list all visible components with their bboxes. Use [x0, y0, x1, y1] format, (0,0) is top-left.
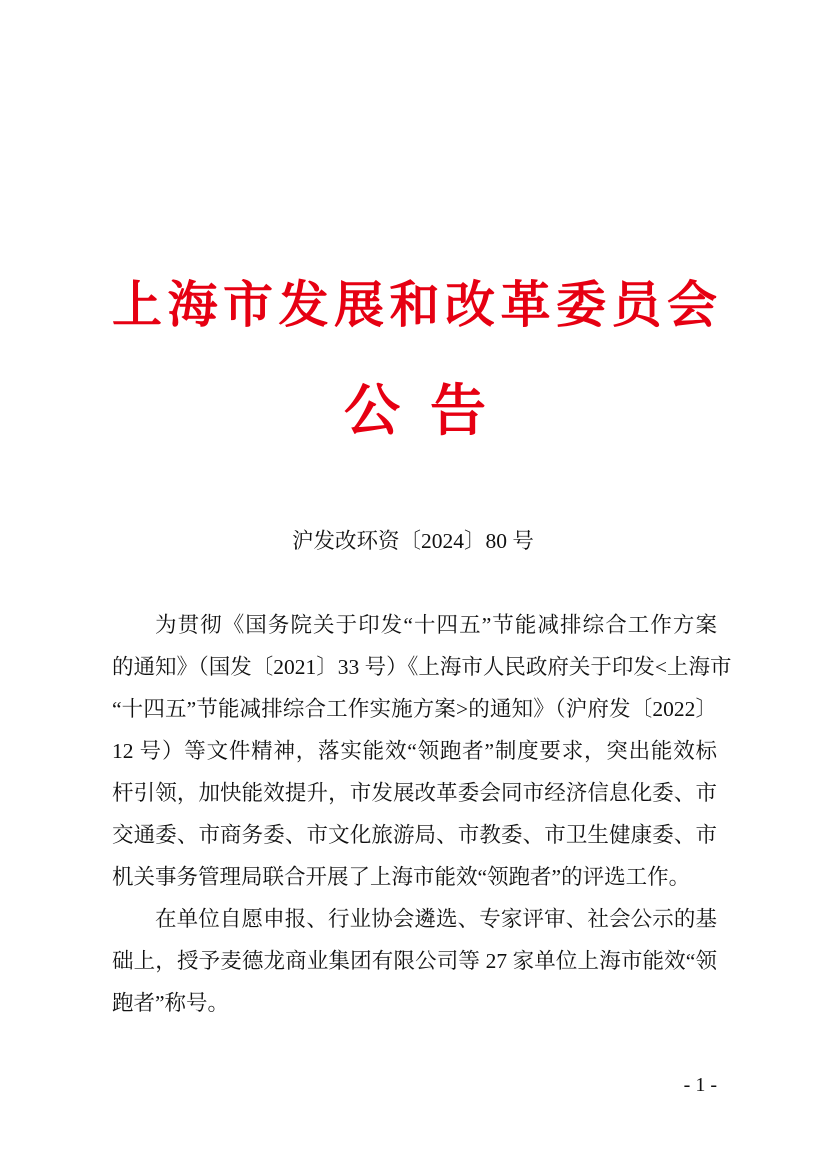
text-line: “十四五”节能减排综合工作实施方案>的通知》（沪府发〔2022〕 [112, 697, 717, 721]
text-line: 杆引领，加快能效提升，市发展改革委会同市经济信息化委、市 [112, 781, 717, 805]
text-line: 础上，授予麦德龙商业集团有限公司等 27 家单位上海市能效“领 [112, 949, 717, 973]
issuing-authority-title: 上海市发展和改革委员会 [112, 275, 717, 334]
text-line: 机关事务管理局联合开展了上海市能效“领跑者”的评选工作。 [112, 865, 691, 889]
paragraph-1 [112, 604, 732, 898]
text-line: 为贯彻《国务院关于印发“十四五”节能减排综合工作方案 [155, 613, 717, 637]
document-type-title: 公 告 [344, 378, 486, 444]
text-line: 交通委、市商务委、市文化旅游局、市教委、市卫生健康委、市 [112, 823, 717, 847]
paragraph-2 [112, 898, 717, 1024]
document-number: 沪发改环资〔2024〕80 号 [292, 529, 534, 553]
text-line: 的通知》（国发〔2021〕33 号）《上海市人民政府关于印发<上海市 [112, 655, 732, 679]
text-line: 在单位自愿申报、行业协会遴选、专家评审、社会公示的基 [155, 907, 717, 931]
text-line: 12 号）等文件精神，落实能效“领跑者”制度要求，突出能效标 [112, 739, 717, 763]
announcement-body [112, 604, 732, 1024]
text-line: 跑者”称号。 [112, 991, 230, 1015]
page-number: - 1 - [683, 1074, 717, 1096]
